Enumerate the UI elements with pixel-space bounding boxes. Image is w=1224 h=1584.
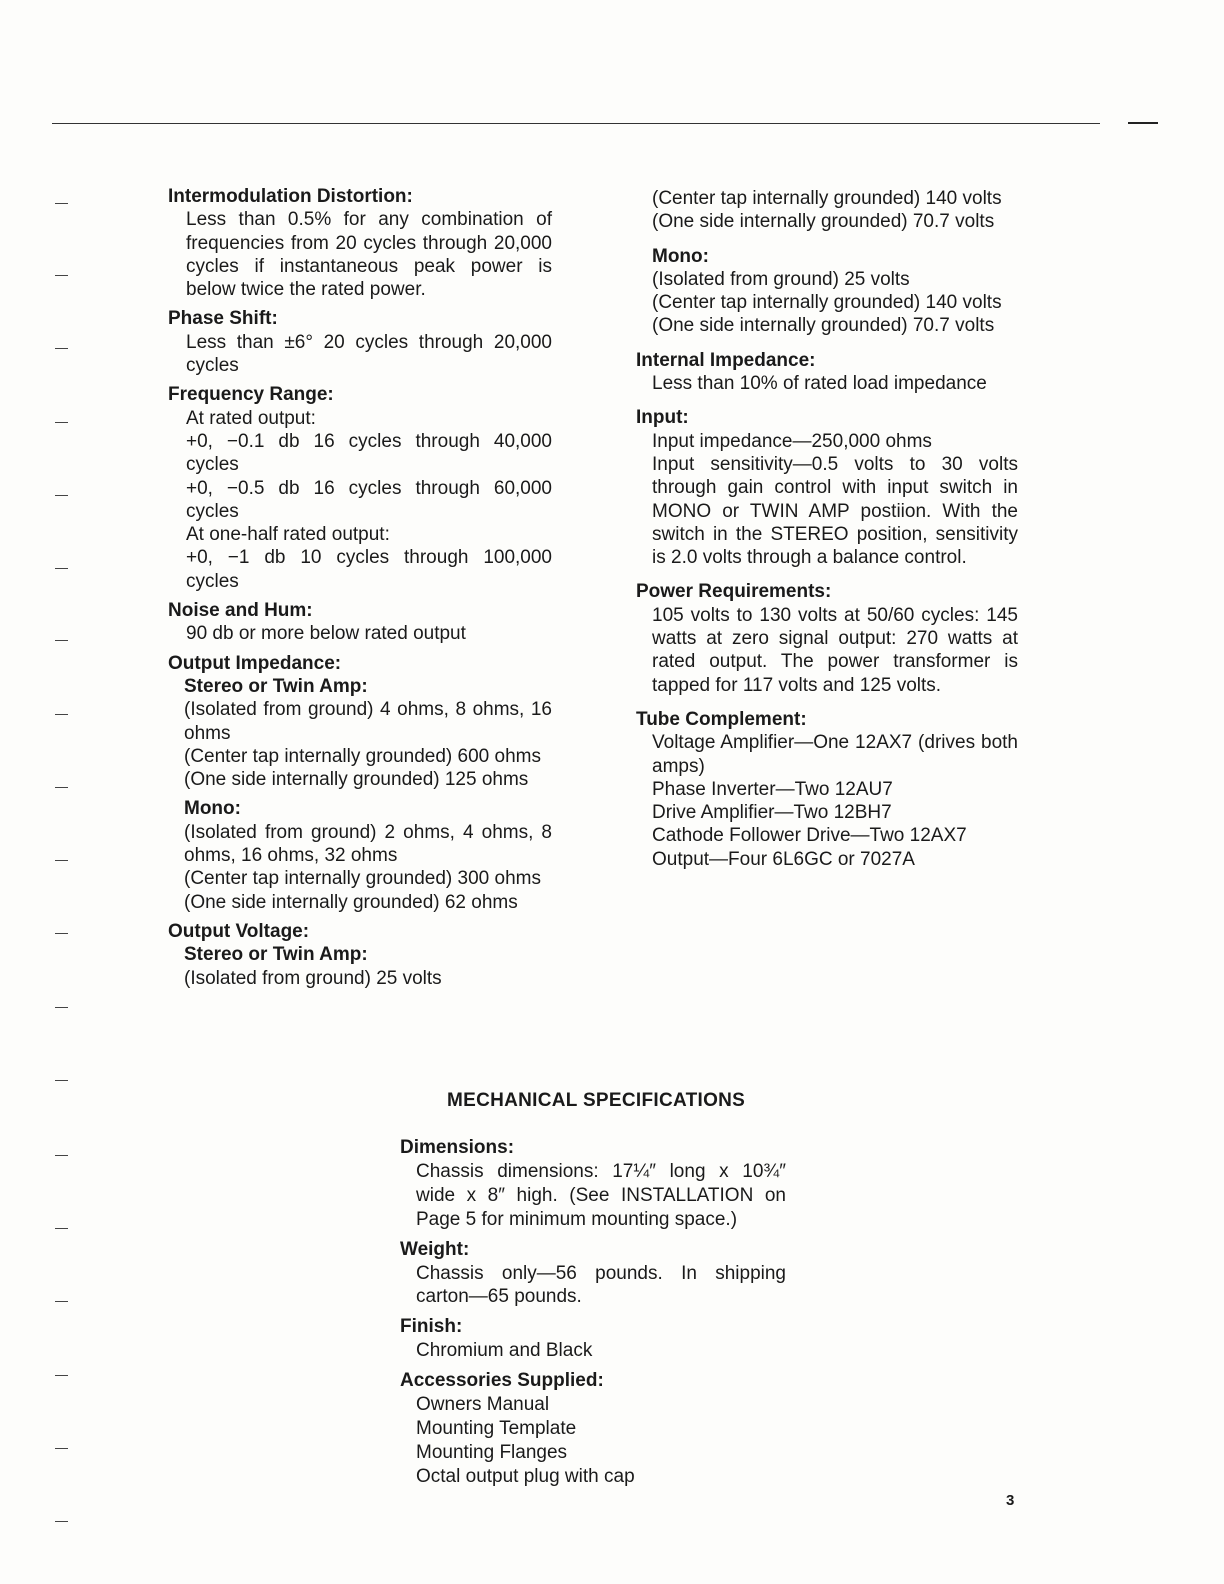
- outvolt-heading: Output Voltage:: [168, 920, 310, 942]
- margin-tick: [55, 1080, 68, 1081]
- outvolt-mono-1: (Isolated from ground) 25 volts: [652, 268, 910, 290]
- accessory-item: Owners Manual: [416, 1394, 550, 1416]
- outimp-mono-heading: Mono:: [184, 798, 241, 820]
- input-sensitivity: Input sensitivity—0.5 volts to 30 volts through gain control with input switch in MONO or TWIN AMP postiion. With the switch in the STEREO position, sensitivity is 2.0 volts through a balance control.: [652, 453, 1018, 569]
- tube-3: Drive Amplifier—Two 12BH7: [652, 802, 892, 824]
- freq-line2: +0, −0.5 db 16 cycles through 60,000 cycles: [186, 477, 552, 522]
- accessories-heading: Accessories Supplied:: [400, 1370, 604, 1392]
- margin-tick: [55, 275, 68, 276]
- margin-tick: [55, 495, 68, 496]
- top-rule-end: [1128, 122, 1158, 124]
- freq-half: At one-half rated output:: [186, 524, 390, 546]
- margin-tick: [55, 933, 68, 934]
- finish-text: Chromium and Black: [416, 1340, 593, 1362]
- margin-tick: [55, 1007, 68, 1008]
- tube-5: Output—Four 6L6GC or 7027A: [652, 848, 915, 870]
- noise-text: 90 db or more below rated output: [186, 623, 466, 645]
- noise-heading: Noise and Hum:: [168, 600, 313, 622]
- margin-tick: [55, 860, 68, 861]
- margin-tick: [55, 714, 68, 715]
- power-text: 105 volts to 130 volts at 50/60 cycles: 145 watts at zero signal output: 270 watts at rated output. The power transformer is tapped for 117 volts and 125 volts.: [652, 604, 1018, 696]
- margin-tick: [55, 422, 68, 423]
- margin-tick: [55, 1301, 68, 1302]
- mechanical-specs: [400, 1136, 786, 1489]
- freq-line3: +0, −1 db 10 cycles through 100,000 cycles: [186, 547, 552, 592]
- outimp-heading: Output Impedance:: [168, 652, 342, 674]
- outvolt-mono-heading: Mono:: [652, 245, 709, 267]
- outimp-mono-3: (One side internally grounded) 62 ohms: [184, 891, 518, 913]
- outimp-stereo-3: (One side internally grounded) 125 ohms: [184, 769, 529, 791]
- freq-line1: +0, −0.1 db 16 cycles through 40,000 cycles: [186, 430, 552, 476]
- freq-heading: Frequency Range:: [168, 384, 334, 406]
- outvolt-stereo-1: (Isolated from ground) 25 volts: [184, 967, 442, 989]
- outvolt-stereo-2: (Center tap internally grounded) 140 volts: [652, 188, 1002, 209]
- outimp-mono-1: (Isolated from ground) 2 ohms, 4 ohms, 8 ohms, 16 ohms, 32 ohms: [184, 821, 552, 867]
- right-column: [636, 187, 1018, 871]
- intimp-heading: Internal Impedance:: [636, 349, 816, 371]
- margin-tick: [55, 1521, 68, 1522]
- outimp-stereo-1: (Isolated from ground) 4 ohms, 8 ohms, 16 ohms: [184, 699, 552, 744]
- left-column: [168, 185, 552, 990]
- tube-heading: Tube Complement:: [636, 708, 807, 730]
- dimensions-text: Chassis dimensions: 17¼″ long x 10¾″ wide x 8″ high. (See INSTALLATION on Page 5 for minimum mounting space.): [416, 1160, 786, 1230]
- freq-rated: At rated output:: [186, 407, 316, 429]
- margin-tick: [55, 568, 68, 569]
- dimensions-heading: Dimensions:: [400, 1137, 515, 1158]
- page-number: 3: [1006, 1492, 1015, 1509]
- weight-heading: Weight:: [400, 1238, 470, 1260]
- tube-4: Cathode Follower Drive—Two 12AX7: [652, 825, 967, 847]
- outimp-mono-2: (Center tap internally grounded) 300 ohms: [184, 868, 541, 890]
- input-heading: Input:: [636, 407, 689, 429]
- outimp-stereo-heading: Stereo or Twin Amp:: [184, 675, 368, 697]
- outvolt-mono-2: (Center tap internally grounded) 140 volts: [652, 292, 1002, 314]
- weight-text: Chassis only—56 pounds. In shipping carton—65 pounds.: [416, 1262, 786, 1308]
- intermod-heading: Intermodulation Distortion:: [168, 186, 413, 207]
- mechanical-title: MECHANICAL SPECIFICATIONS: [447, 1090, 746, 1111]
- margin-tick: [55, 1228, 68, 1229]
- top-rule: [52, 123, 1100, 124]
- accessory-item: Mounting Flanges: [416, 1441, 568, 1463]
- margin-tick: [55, 1155, 68, 1156]
- intermod-text: Less than 0.5% for any combination of frequencies from 20 cycles through 20,000 cycles if instantaneous peak power is below twice the rated power.: [186, 209, 552, 301]
- margin-tick: [55, 1375, 68, 1376]
- accessory-item: Mounting Template: [416, 1417, 577, 1439]
- phase-text: Less than ±6° 20 cycles through 20,000 cycles: [186, 331, 552, 377]
- power-heading: Power Requirements:: [636, 581, 832, 603]
- outvolt-stereo-3: (One side internally grounded) 70.7 volts: [652, 211, 995, 233]
- intimp-text: Less than 10% of rated load impedance: [652, 373, 987, 395]
- input-impedance: Input impedance—250,000 ohms: [652, 430, 932, 452]
- margin-tick: [55, 787, 68, 788]
- tube-2: Phase Inverter—Two 12AU7: [652, 778, 893, 800]
- margin-tick: [55, 348, 68, 349]
- outvolt-mono-3: (One side internally grounded) 70.7 volts: [652, 315, 995, 337]
- margin-tick: [55, 203, 68, 204]
- phase-heading: Phase Shift:: [168, 308, 278, 330]
- tube-1: Voltage Amplifier—One 12AX7 (drives both amps): [652, 732, 1018, 777]
- outvolt-stereo-heading: Stereo or Twin Amp:: [184, 944, 368, 966]
- margin-tick: [55, 640, 68, 641]
- finish-heading: Finish:: [400, 1316, 463, 1338]
- accessory-item: Octal output plug with cap: [416, 1465, 635, 1487]
- margin-tick: [55, 1448, 68, 1449]
- outimp-stereo-2: (Center tap internally grounded) 600 ohms: [184, 745, 541, 767]
